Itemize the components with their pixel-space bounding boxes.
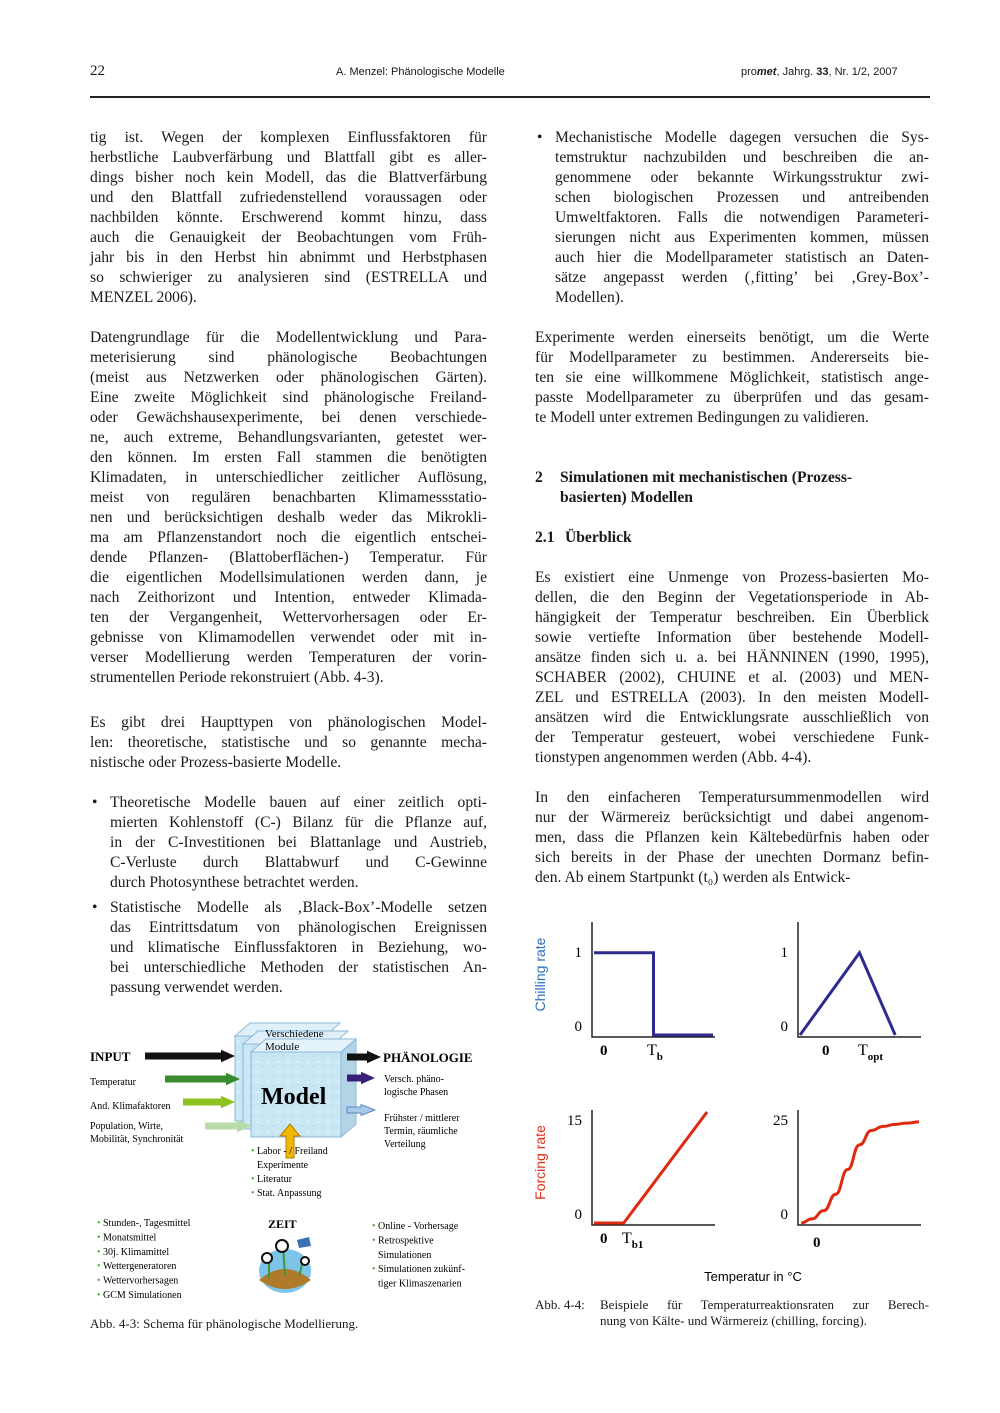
series-line (800, 953, 895, 1035)
text-line: hängigkeit der Temperatur beschreiben. Ein Überblick (535, 609, 929, 626)
text-line: Klimadaten, in unterschiedlicher zeitlicher Auflösung, (90, 469, 487, 486)
y-axis-label: Chilling rate (532, 937, 548, 1012)
text-line: bei unterschiedliche Methoden der statistischen An- (110, 959, 487, 976)
output-termin-1: Frühster / mittlerer (384, 1113, 460, 1124)
text-line: Umweltfaktoren. Falls die notwendigen Parameteri- (555, 209, 929, 226)
text-line: nachbilden könnte. Erschwerend kommt hinzu, dass (90, 209, 487, 226)
text-line: ne, auch extreme, Behandlungsvarianten, getestet wer- (90, 429, 487, 446)
text-line: für Modellparameter zu bestimmen. Andererseits bie- (535, 349, 929, 366)
list-item: 30j. Klimamittel (103, 1246, 170, 1258)
figure-4-4-caption (600, 1297, 929, 1329)
journal-name-pre: pro (741, 66, 757, 78)
text-line: Statistische Modelle als ‚Black-Box’-Modelle setzen (110, 899, 487, 916)
text-line: men, dass die Pflanzen kein Kältebedürfnis haben oder (535, 829, 929, 846)
text-line: Theoretische Modelle bauen auf einer zeitlich opti- (110, 794, 487, 811)
text-line: ZEL und ESTRELLA (2003). In den meisten Modell- (535, 689, 929, 706)
list-item: Retrospektive (378, 1235, 434, 1247)
input-arrow (145, 1050, 235, 1063)
list-item: Monatsmittel (103, 1232, 157, 1244)
list-item: Simulationen zukünf- (378, 1264, 465, 1276)
list-item: Online - Vorhersage (378, 1221, 459, 1232)
text-line: passung verwendet werden. (110, 979, 283, 996)
text-line: jahr bis in den Herbst hin abnimmt und Herbstphasen (90, 249, 487, 266)
journal-info (741, 66, 898, 78)
bullet-icon: • (251, 1174, 255, 1185)
axes (798, 1110, 921, 1225)
text-line: ansätzen wird die Entwicklungsrate ausschließlich von (535, 709, 929, 726)
list-item: Labor - / Freiland (257, 1146, 328, 1157)
input-population: Population, Wirte, (90, 1121, 164, 1132)
text-line: Mechanistische Modelle dagegen versuchen die Sys- (555, 129, 929, 146)
journal-name-em: met (756, 66, 777, 78)
text-line: durch Photosynthese betrachtet werden. (110, 874, 359, 891)
paragraph (535, 788, 929, 888)
text-line: Es gibt drei Haupttypen von phänologischen Model- (90, 714, 487, 731)
output-termin-2: Termin, räumliche (384, 1126, 458, 1137)
text-line: ansätze finden sich u. a. bei HÄNNINEN (1990, 1995), (535, 649, 929, 666)
page-number: 22 (90, 63, 105, 79)
figure-4-3-diagram (85, 1018, 505, 1308)
x-tick-label (858, 1042, 883, 1063)
panel-forcing-sigmoid (773, 1110, 921, 1251)
y-tick-label: 15 (567, 1112, 582, 1129)
list-item: Wettervorhersagen (103, 1275, 179, 1287)
text-line: Modellen). (555, 289, 624, 306)
section-heading (535, 468, 929, 508)
x-tick-label: 0 (600, 1043, 608, 1059)
bullet-icon: • (97, 1290, 101, 1301)
journal-volume: 33 (816, 66, 829, 78)
axes (798, 922, 921, 1037)
list-item: tiger Klimaszenarien (378, 1278, 462, 1290)
text-line: len: theoretische, statistische und so genannte mecha- (90, 734, 487, 751)
list-item: Stunden-, Tagesmittel (103, 1218, 191, 1229)
x-tick-label: 0 (822, 1043, 830, 1059)
bullet-icon: • (97, 1275, 101, 1287)
heading-number: 2 (535, 469, 543, 486)
figure-4-4-caption-label: Abb. 4-4: (535, 1297, 585, 1312)
text-line: und klimatische Einflussfaktoren in Beziehung, wo- (110, 939, 487, 956)
text-line: Experimente werden einerseits benötigt, um die Werte (535, 329, 929, 346)
text-line: ten sie eine willkommene Möglichkeit, statistisch ange- (535, 369, 929, 386)
output-phasen-1: Versch. phäno- (384, 1074, 444, 1085)
text-line: nen und berücksichtigen deshalb weder das Mikrokli- (90, 509, 487, 526)
x-tick-subscript: b (656, 1051, 663, 1063)
text-line: tig ist. Wegen der komplexen Einflussfaktoren für (90, 129, 487, 146)
text-line: in der C-Investitionen bei Blattanlage und Austrieb, (110, 834, 487, 851)
text-line: herbstliche Laubverfärbung und Blattfall gibt es aller- (90, 149, 487, 166)
journal-year-label: , Jahrg. (776, 66, 817, 78)
text-line: temstruktur nachzubilden und beschreiben die an- (555, 149, 929, 166)
list-item: Stat. Anpassung (257, 1188, 322, 1199)
text-line: oder Gewächshausexperimente, bei denen verschiede- (90, 409, 487, 426)
text-line: und den Blattfall zufriedenstellend voraussagen oder (90, 189, 487, 206)
text-line: C-Verluste durch Blattabwurf und C-Gewinne (110, 854, 487, 871)
text-line: SCHABER (2002), CHUINE et al. (2003) und MEN- (535, 669, 929, 686)
y-axis-label: Forcing rate (532, 1125, 548, 1200)
list-item: Experimente (257, 1160, 309, 1171)
output-label: PHÄNOLOGIE (383, 1050, 473, 1065)
text-line: meist von regulären benachbarten Klimamessstatio- (90, 489, 487, 506)
text-line: MENZEL 2006). (90, 289, 197, 306)
bullet-icon: • (251, 1188, 255, 1199)
text-line: In den einfacheren Temperatursummenmodellen wird (535, 789, 929, 806)
x-tick-subscript: b1 (631, 1239, 644, 1251)
text-line: passte Modellparameter zu überprüfen und das gesam- (535, 389, 929, 406)
bullet-icon: • (97, 1246, 101, 1258)
caption-line: Beispiele für Temperaturreaktionsraten zur Berech- (600, 1297, 929, 1312)
caption-line: nung von Kälte- und Wärmereiz (chilling, forcing). (600, 1313, 867, 1328)
input-temperatur: Temperatur (90, 1077, 136, 1088)
series-line (594, 1112, 707, 1223)
bullet-icon: • (251, 1146, 255, 1157)
series-line (801, 1122, 919, 1223)
x-tick-label: 0 (813, 1235, 821, 1251)
heading-number: 2.1 (535, 529, 555, 546)
heading-line: basierten) Modellen (560, 489, 693, 506)
running-title: A. Menzel: Phänologische Modelle (336, 66, 505, 78)
text-line: nistische oder Prozess-basierte Modelle. (90, 754, 342, 771)
heading-line: Überblick (565, 529, 632, 546)
text-line: (meist aus Netzwerken oder phänologischen Gärten). (90, 369, 487, 386)
text-line: sowie vertiefte Information über bestehende Modell- (535, 629, 929, 646)
text-line: die eigentlichen Modellsimulationen werden dann, je (90, 569, 487, 586)
paragraph (90, 128, 487, 308)
bullet-icon: • (92, 794, 98, 811)
text-line: ten der Vergangenheit, Wettervorhersagen oder Er- (90, 609, 487, 626)
text-line: auch die Genauigkeit der Beobachtungen vom Früh- (90, 229, 487, 246)
text-line: verser Modellierung werden Temperaturen der vorin- (90, 649, 487, 666)
section-heading (535, 528, 929, 548)
x-tick-label: 0 (600, 1231, 608, 1247)
model-label: Model (261, 1084, 327, 1110)
paragraph (90, 713, 487, 773)
panel-forcing-linear (532, 1110, 715, 1251)
text-line: der Temperatur gesteuert, wobei verschiedene Funk- (535, 729, 929, 746)
input-label: INPUT (90, 1049, 131, 1064)
series-line (594, 953, 713, 1035)
plants-watering-icon (259, 1237, 311, 1293)
text-line: meterisierung sind phänologische Beobachtungen (90, 349, 487, 366)
module-label-2: Module (265, 1041, 300, 1053)
output-termin-3: Verteilung (384, 1139, 426, 1150)
y-tick-label: 0 (574, 1019, 582, 1035)
text-line: genommene oder bekannte Wirkungsstruktur zwi- (555, 169, 929, 186)
bullet-item (535, 128, 929, 308)
x-tick-main: T (647, 1042, 657, 1059)
heading-line: Simulationen mit mechanistischen (Prozess- (560, 469, 853, 486)
y-tick-label: 1 (574, 944, 582, 961)
x-tick-main: T (858, 1042, 868, 1059)
list-item: Simulationen (378, 1249, 432, 1261)
text-line: sätze angepasst werden (‚fitting’ bei ‚Grey-Box’- (555, 269, 929, 286)
bullet-icon: • (97, 1232, 101, 1244)
bullet-icon: • (97, 1218, 101, 1229)
text-line: den. Ab einem Startpunkt (t₀) werden als Entwick- (535, 869, 851, 886)
input-mobilitaet: Mobilität, Synchronität (90, 1134, 184, 1145)
figure-4-3-caption: Abb. 4-3: Schema für phänologische Modellierung. (90, 1316, 359, 1331)
text-line: te Modell unter extremen Bedingungen zu validieren. (535, 409, 869, 426)
text-line: das Eintrittsdatum von phänologischen Ereignissen (110, 919, 487, 936)
bullet-icon: • (537, 129, 543, 146)
bullet-icon: • (372, 1264, 376, 1276)
bullet-icon: • (97, 1261, 101, 1273)
text-line: ma am Pflanzenstandort noch die eigentlich entschei- (90, 529, 487, 546)
text-line: Datengrundlage für die Modellentwicklung und Para- (90, 329, 487, 346)
y-tick-label: 0 (780, 1019, 788, 1035)
list-item: GCM Simulationen (103, 1290, 182, 1301)
paragraph (535, 568, 929, 768)
module-label-1: Verschiedene (265, 1028, 324, 1040)
panel-chilling-triangle (781, 922, 922, 1063)
text-line: nur der Wärmereiz berücksichtigt und dabei angenom- (535, 809, 929, 826)
x-tick-subscript: opt (867, 1051, 884, 1063)
text-line: gebnisse von Klimamodellen verwendet oder mit in- (90, 629, 487, 646)
text-line: sich bereits in der Phase der unechten Dormanz befin- (535, 849, 929, 866)
text-line: auch hier die Modellparameter statistisch an Daten- (555, 249, 929, 266)
paragraph (535, 328, 929, 428)
text-line: mierten Kohlenstoff (C-) Bilanz für die Pflanze auf, (110, 814, 487, 831)
list-item: Literatur (257, 1174, 292, 1185)
figure-4-4-chart (525, 920, 945, 1290)
text-line: nach Zeithorizont und Intention, entweder Klimada- (90, 589, 487, 606)
y-tick-label: 25 (773, 1112, 788, 1129)
x-axis-label: Temperatur in °C (704, 1269, 802, 1284)
text-line: Eine zweite Möglichkeit sind phänologische Freiland- (90, 389, 487, 406)
header-rule (90, 96, 930, 98)
klima-arrow (183, 1096, 235, 1109)
bullet-item (90, 898, 487, 998)
text-line: so schwieriger zu analysieren sind (ESTRELLA und (90, 269, 487, 286)
bullet-icon: • (372, 1221, 376, 1232)
y-tick-label: 0 (574, 1207, 582, 1223)
paragraph (90, 328, 487, 688)
y-tick-label: 0 (780, 1207, 788, 1223)
text-line: Es existiert eine Unmenge von Prozess-basierten Mo- (535, 569, 929, 586)
output-phasen-2: logische Phasen (384, 1087, 449, 1098)
journal-issue: , Nr. 1/2, 2007 (828, 66, 898, 78)
text-line: dellen, die den Beginn der Vegetationsperiode in Ab- (535, 589, 929, 606)
text-line: den können. Im ersten Fall stammen die benötigten (90, 449, 487, 466)
y-tick-label: 1 (780, 944, 788, 961)
x-tick-main: T (622, 1230, 632, 1247)
list-item: Wettergeneratoren (103, 1261, 177, 1273)
text-line: sierungen nicht aus Experimenten kommen, müssen (555, 229, 929, 246)
x-tick-label (647, 1042, 663, 1063)
input-klimafaktoren: And. Klimafaktoren (90, 1101, 171, 1112)
bullet-icon: • (92, 899, 98, 916)
text-line: schen biologischen Prozessen und antreibenden (555, 189, 929, 206)
zeit-label: ZEIT (268, 1217, 297, 1231)
text-line: dings bisher noch kein Modell, das die Blattverfärbung (90, 169, 487, 186)
bullet-icon: • (372, 1235, 376, 1247)
bullet-item (90, 793, 487, 893)
text-line: strumentellen Periode rekonstruiert (Abb. 4-3). (90, 669, 384, 686)
text-line: dende Pflanzen- (Blattoberflächen-) Temperatur. Für (90, 549, 487, 566)
x-tick-label (622, 1230, 643, 1251)
temperatur-arrow (165, 1073, 240, 1086)
text-line: tionstypen angenommen werden (Abb. 4-4). (535, 749, 812, 766)
panel-chilling-step (532, 922, 715, 1063)
